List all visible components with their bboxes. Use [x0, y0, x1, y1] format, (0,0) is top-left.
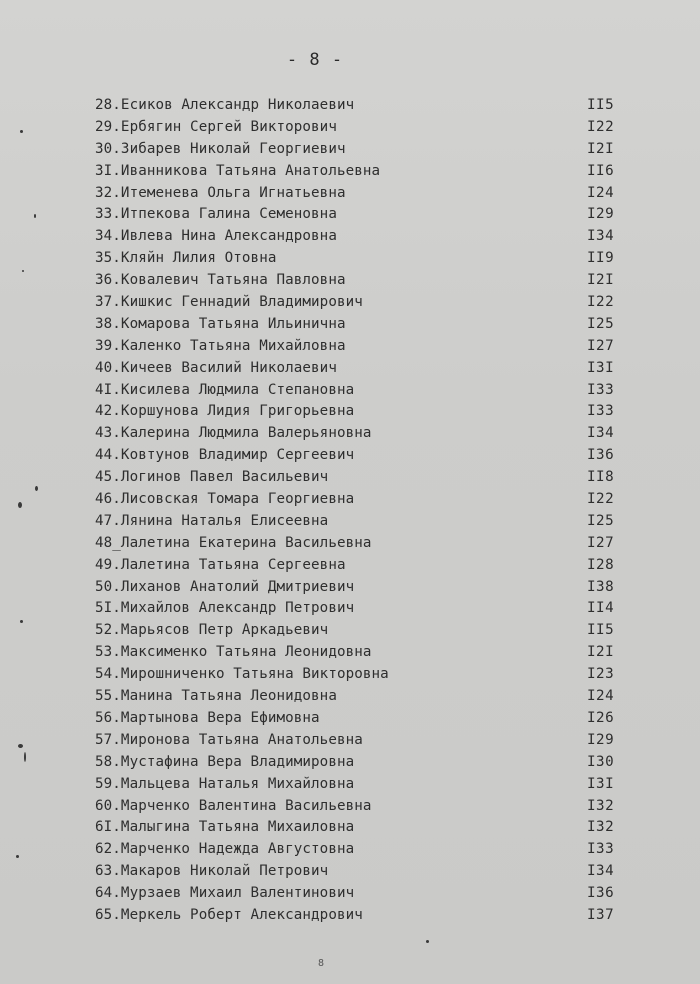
entry-code: I26 — [587, 709, 615, 726]
speck-mark — [35, 486, 38, 491]
list-item — [95, 839, 635, 861]
list-item — [95, 139, 635, 161]
entry-code: I2I — [587, 644, 615, 661]
entry-name: 40.Кичеев Василий Николаевич — [95, 359, 337, 376]
list-item — [95, 511, 635, 533]
entry-name: 63.Макаров Николай Петрович — [95, 863, 329, 880]
list-item — [95, 401, 635, 423]
speck-mark — [18, 744, 23, 748]
entry-name: 39.Каленко Татьяна Михайловна — [95, 337, 346, 354]
entry-code: I37 — [587, 906, 615, 923]
entry-name: 54.Мирошниченко Татьяна Викторовна — [95, 666, 389, 683]
entry-code: I29 — [587, 731, 615, 748]
entry-name: 62.Марченко Надежда Августовна — [95, 841, 355, 858]
entry-name: 28.Есиков Александр Николаевич — [95, 97, 355, 113]
entry-name: 64.Мурзаев Михаил Валентинович — [95, 885, 355, 902]
entry-code: I22 — [587, 294, 615, 311]
list-item — [95, 445, 635, 467]
speck-mark — [20, 130, 23, 133]
entry-code: I2I — [587, 140, 615, 157]
list-item — [95, 489, 635, 511]
entry-code: I3I — [587, 775, 615, 792]
entry-name: 4I.Кисилева Людмила Степановна — [95, 381, 355, 398]
list-item — [95, 708, 635, 730]
speck-mark — [18, 502, 22, 508]
list-item — [95, 248, 635, 270]
entry-name: 38.Комарова Татьяна Ильинична — [95, 315, 346, 332]
speck-mark — [20, 620, 23, 623]
entry-code: II4 — [587, 600, 615, 617]
entry-code: I30 — [587, 753, 615, 770]
list-item — [95, 423, 635, 445]
entry-code: I36 — [587, 885, 615, 902]
entry-code: I34 — [587, 228, 615, 245]
entry-name: 57.Миронова Татьяна Анатольевна — [95, 731, 363, 748]
list-item — [95, 467, 635, 489]
entry-code: II5 — [587, 622, 615, 639]
list-item — [95, 905, 635, 927]
entry-code: I27 — [587, 337, 615, 354]
entry-code: I36 — [587, 447, 615, 464]
entry-name: 55.Манина Татьяна Леонидовна — [95, 688, 337, 705]
speck-mark — [22, 270, 24, 272]
speck-mark — [16, 855, 19, 858]
list-item — [95, 598, 635, 620]
entry-name: 47.Лянина Наталья Елисеевна — [95, 512, 329, 529]
list-item — [95, 292, 635, 314]
page-number: - 8 - — [286, 50, 344, 70]
entry-name: 35.Кляйн Лилия Отовна — [95, 250, 277, 267]
list-item — [95, 620, 635, 642]
entry-name: 32.Итеменева Ольга Игнатьевна — [95, 184, 346, 201]
list-item — [95, 95, 635, 117]
entry-name: 3I.Иванникова Татьяна Анатольевна — [95, 162, 381, 179]
name-list — [95, 95, 635, 927]
entry-code: I34 — [587, 425, 615, 442]
entry-name: 49.Лалетина Татьяна Сергеевна — [95, 556, 346, 573]
entry-code: I22 — [587, 491, 615, 508]
entry-code: I23 — [587, 666, 615, 683]
entry-name: 56.Мартынова Вера Ефимовна — [95, 709, 320, 726]
entry-name: 43.Калерина Людмила Валерьяновна — [95, 425, 372, 442]
entry-code: I32 — [587, 797, 615, 814]
list-item — [95, 380, 635, 402]
list-item — [95, 642, 635, 664]
entry-code: II8 — [587, 469, 615, 486]
entry-name: 48_Лалетина Екатерина Васильевна — [95, 534, 372, 551]
list-item — [95, 336, 635, 358]
list-item — [95, 555, 635, 577]
list-item — [95, 161, 635, 183]
entry-code: II5 — [587, 97, 615, 113]
list-item — [95, 314, 635, 336]
entry-code: I33 — [587, 841, 615, 858]
list-item — [95, 117, 635, 139]
entry-name: 52.Марьясов Петр Аркадьевич — [95, 622, 329, 639]
entry-name: 46.Лисовская Томара Георгиевна — [95, 491, 355, 508]
entry-code: I25 — [587, 315, 615, 332]
list-item — [95, 204, 635, 226]
entry-name: 6I.Малыгина Татьяна Михаиловна — [95, 819, 355, 836]
entry-code: I33 — [587, 403, 615, 420]
list-item — [95, 226, 635, 248]
entry-name: 53.Максименко Татьяна Леонидовна — [95, 644, 372, 661]
list-item — [95, 358, 635, 380]
entry-name: 45.Логинов Павел Васильевич — [95, 469, 329, 486]
speck-mark — [24, 752, 26, 762]
entry-name: 65.Меркель Роберт Александрович — [95, 906, 363, 923]
list-item — [95, 883, 635, 905]
entry-name: 34.Ивлева Нина Александровна — [95, 228, 337, 245]
entry-code: II9 — [587, 250, 615, 267]
entry-name: 33.Итпекова Галина Семеновна — [95, 206, 337, 223]
list-item — [95, 270, 635, 292]
entry-name: 50.Лиханов Анатолий Дмитриевич — [95, 578, 355, 595]
entry-name: 30.Зибарев Николай Георгиевич — [95, 140, 346, 157]
entry-code: I2I — [587, 272, 615, 289]
list-item — [95, 796, 635, 818]
speck-mark — [426, 940, 429, 943]
entry-code: I28 — [587, 556, 615, 573]
entry-name: 42.Коршунова Лидия Григорьевна — [95, 403, 355, 420]
entry-code: I24 — [587, 184, 615, 201]
list-item — [95, 686, 635, 708]
entry-code: I34 — [587, 863, 615, 880]
entry-name: 44.Ковтунов Владимир Сергеевич — [95, 447, 355, 464]
entry-code: I24 — [587, 688, 615, 705]
speck-mark — [34, 214, 36, 218]
list-item — [95, 774, 635, 796]
entry-name: 60.Марченко Валентина Васильевна — [95, 797, 372, 814]
list-item — [95, 183, 635, 205]
entry-code: I32 — [587, 819, 615, 836]
bottom-page-mark: 8 — [318, 958, 325, 969]
entry-code: I3I — [587, 359, 615, 376]
entry-name: 29.Ербягин Сергей Викторович — [95, 118, 337, 135]
entry-name: 37.Кишкис Геннадий Владимирович — [95, 294, 363, 311]
entry-name: 5I.Михайлов Александр Петрович — [95, 600, 355, 617]
entry-code: I25 — [587, 512, 615, 529]
list-item — [95, 730, 635, 752]
list-item — [95, 577, 635, 599]
entry-code: I38 — [587, 578, 615, 595]
list-item — [95, 752, 635, 774]
list-item — [95, 664, 635, 686]
entry-name: 36.Ковалевич Татьяна Павловна — [95, 272, 346, 289]
entry-code: I33 — [587, 381, 615, 398]
entry-code: I22 — [587, 118, 615, 135]
entry-code: I29 — [587, 206, 615, 223]
entry-code: II6 — [587, 162, 615, 179]
list-item — [95, 817, 635, 839]
list-item — [95, 861, 635, 883]
entry-name: 59.Мальцева Наталья Михайловна — [95, 775, 355, 792]
entry-name: 58.Мустафина Вера Владимировна — [95, 753, 355, 770]
entry-code: I27 — [587, 534, 615, 551]
list-item — [95, 533, 635, 555]
